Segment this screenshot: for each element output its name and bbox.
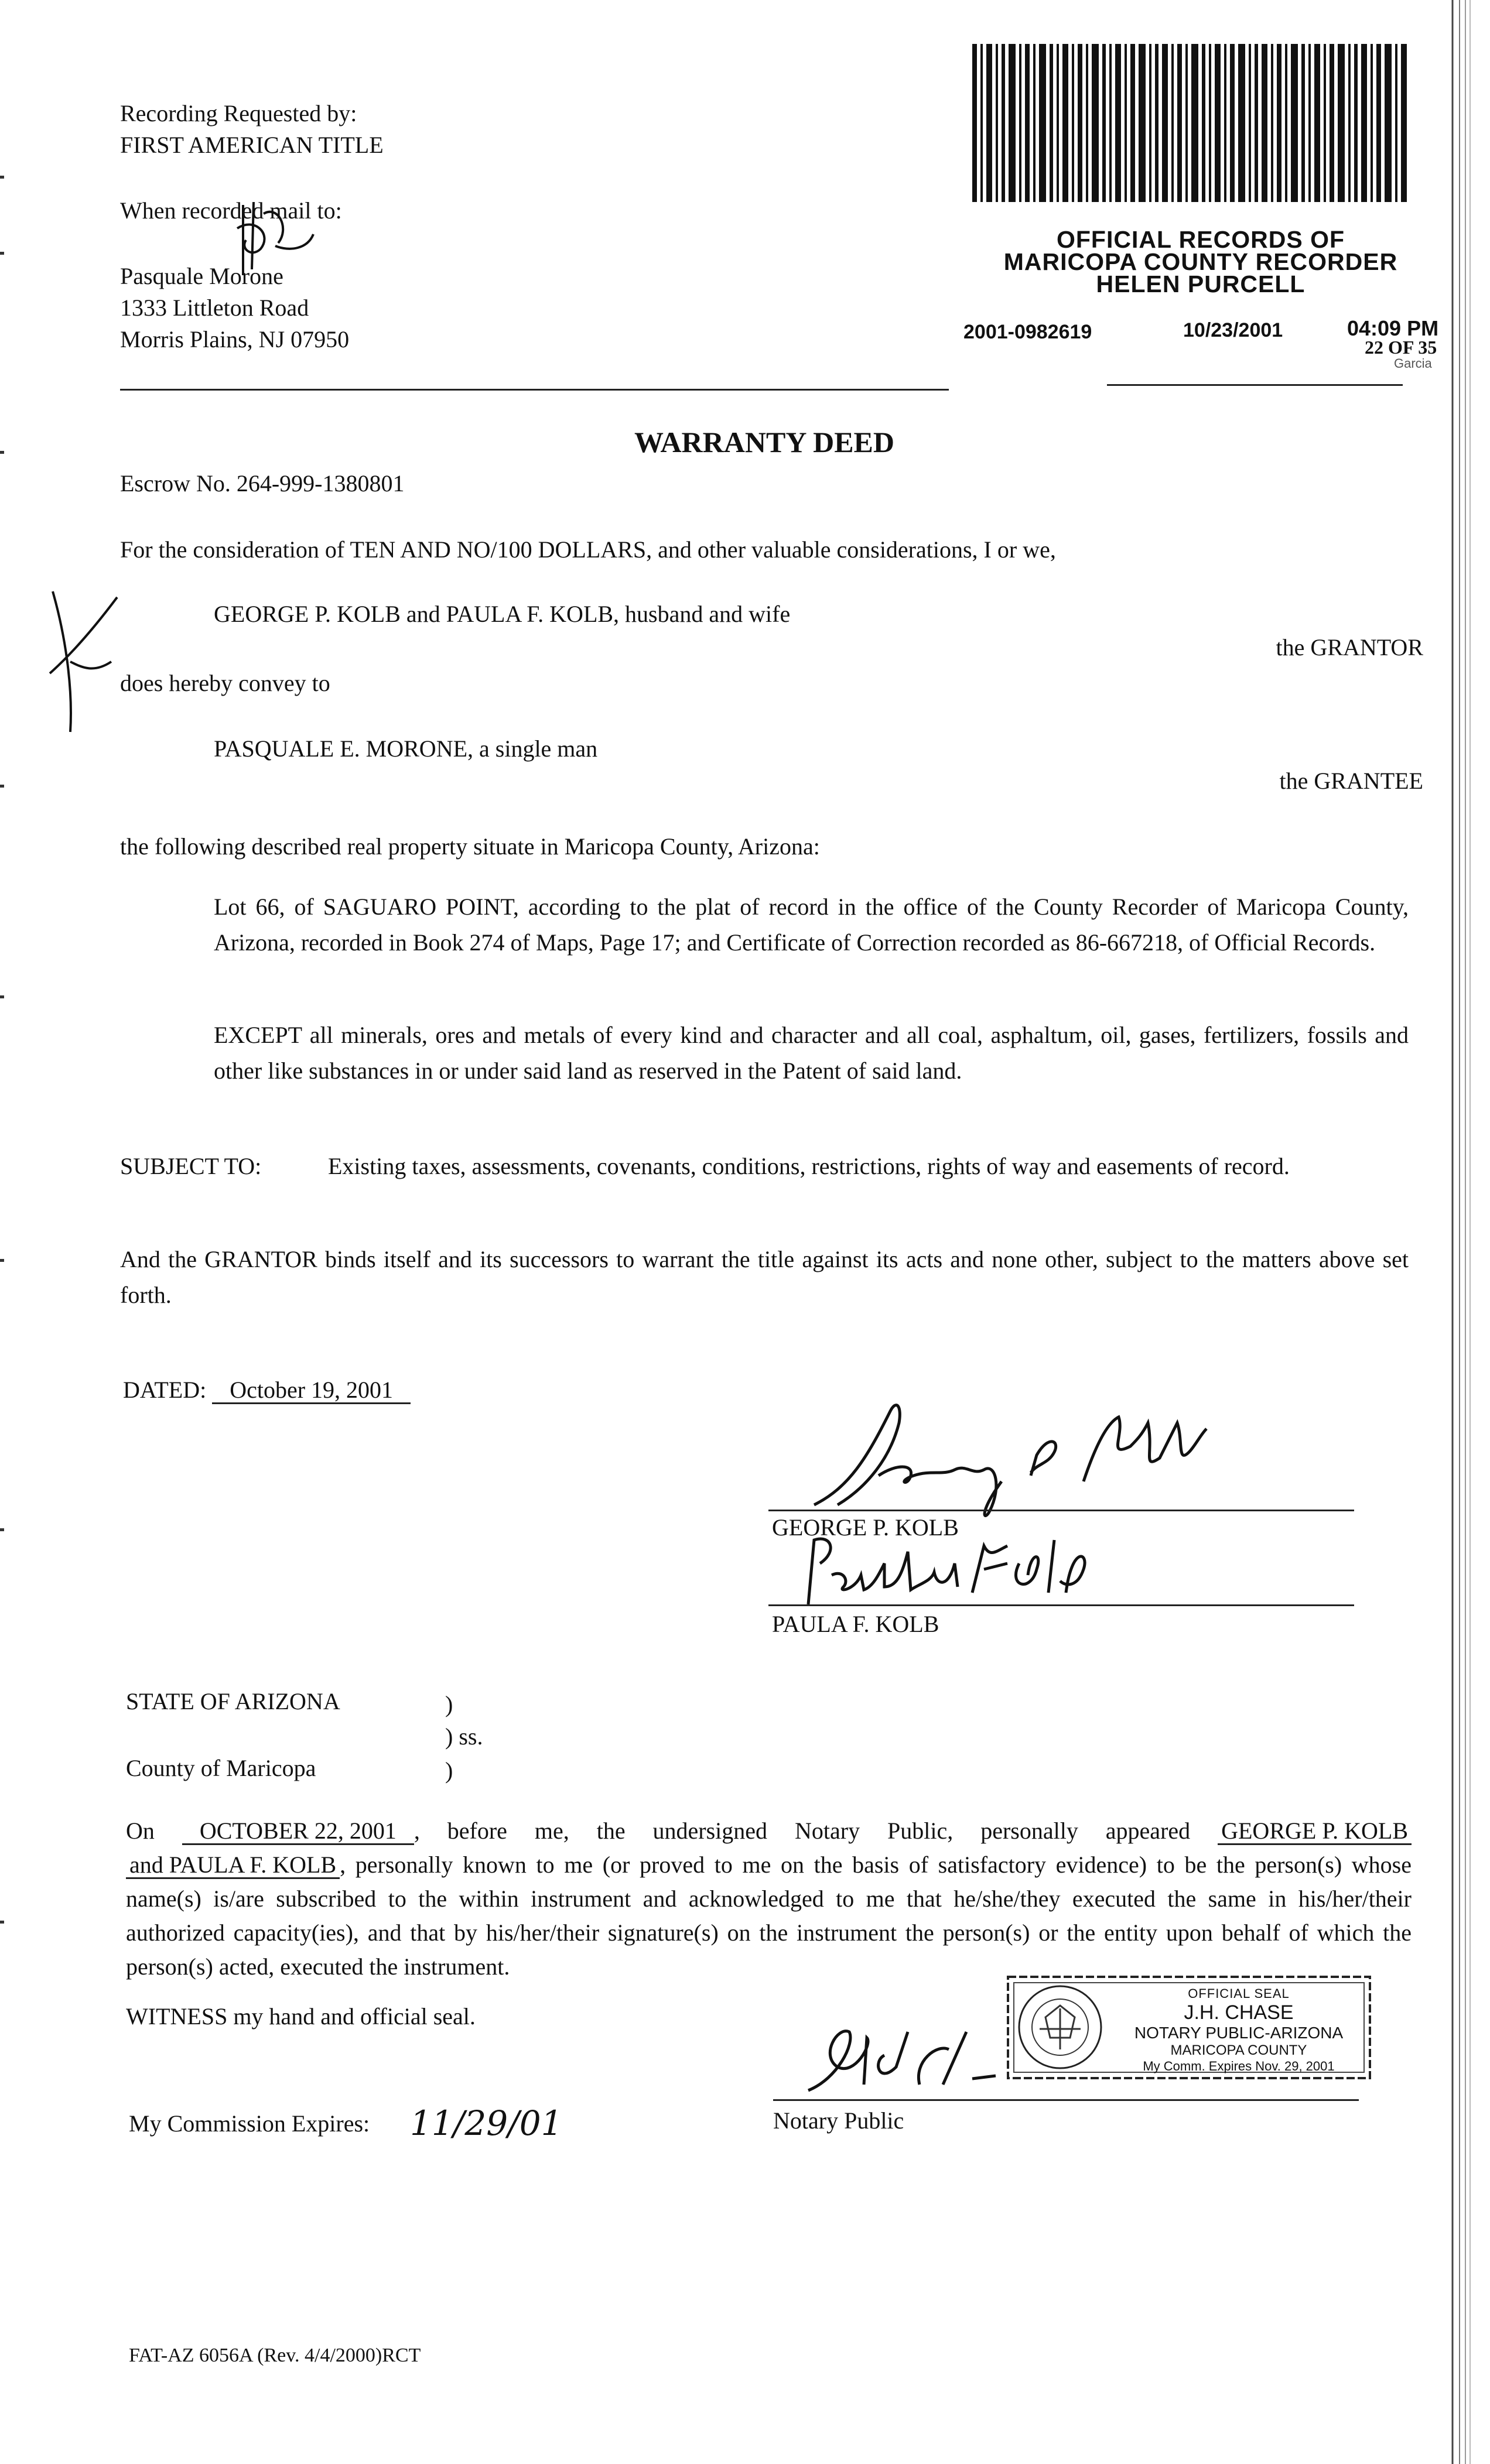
convey-text: does hereby convey to — [120, 670, 330, 696]
margin-mark — [0, 1528, 4, 1531]
seal-county: MARICOPA COUNTY — [1170, 2042, 1307, 2058]
header-rule-left — [120, 389, 949, 391]
signer2-name: PAULA F. KOLB — [772, 1611, 939, 1637]
recorder-line2: MARICOPA COUNTY RECORDER — [1003, 248, 1398, 275]
dated-value: October 19, 2001 — [212, 1378, 411, 1404]
warranty-text: And the GRANTOR binds itself and its successors to warrant the title against its acts and none other, subject to the matters above set forth. — [120, 1246, 1409, 1308]
signer1-name: GEORGE P. KOLB — [772, 1514, 959, 1541]
recorder-clerk: Garcia — [1394, 356, 1432, 371]
mail-to-name: Pasquale Morone — [120, 263, 283, 289]
warranty-clause — [120, 1241, 1409, 1313]
witness-text: WITNESS my hand and official seal. — [126, 2003, 476, 2030]
notary-label: Notary Public — [773, 2107, 904, 2134]
commission-value: 11/29/01 — [410, 2103, 563, 2143]
signature-paula-kolb — [797, 1528, 1101, 1610]
ack-on-label: On — [126, 1818, 155, 1844]
acknowledgment-text — [126, 1814, 1412, 1984]
margin-mark — [0, 1259, 4, 1262]
ack-names-2: and PAULA F. KOLB — [126, 1853, 340, 1879]
ack-text-2: , personally known to me (or proved to me on the basis of satisfactory evidence) to be the person(s) whose name(s) is/are subscribed to the within instrument and acknowledged to me that he/she/they executed the same in his/her/their authorized capacity(ies), and that by his/her/their signature(s) on the instrument the person(s) or the entity upon behalf of which the person(s) acted, executed the instrument. — [126, 1852, 1412, 1980]
header-rule-right — [1107, 384, 1403, 386]
recorder-line1: OFFICIAL RECORDS OF — [1056, 226, 1345, 253]
mail-to-label: When recorded mail to: — [120, 197, 342, 224]
grantee-label: the GRANTEE — [1279, 768, 1423, 794]
legal-description — [214, 889, 1409, 960]
ack-names-1: GEORGE P. KOLB — [1218, 1819, 1412, 1845]
subject-to-label: SUBJECT TO: — [120, 1153, 262, 1179]
recorder-line3: HELEN PURCELL — [1096, 271, 1306, 297]
margin-mark — [0, 252, 4, 255]
margin-x-mark — [47, 586, 123, 738]
mail-to-city: Morris Plains, NJ 07950 — [120, 326, 350, 353]
seal-title: OFFICIAL SEAL — [1188, 1986, 1290, 2001]
recorder-time: 04:09 PM — [1347, 316, 1439, 340]
recorder-doc-number: 2001-0982619 — [963, 321, 1092, 343]
recorder-date: 10/23/2001 — [1183, 319, 1283, 341]
commission-label: My Commission Expires: — [129, 2110, 370, 2137]
margin-mark — [0, 1921, 4, 1924]
seal-expires: My Comm. Expires Nov. 29, 2001 — [1143, 2059, 1335, 2073]
margin-mark — [0, 176, 4, 179]
recorder-barcode — [972, 44, 1412, 211]
escrow-number: Escrow No. 264-999-1380801 — [120, 470, 405, 497]
grantor-names: GEORGE P. KOLB and PAULA F. KOLB, husband and wife — [214, 601, 791, 627]
seal-name: J.H. CHASE — [1184, 2001, 1294, 2024]
notary-seal — [1004, 1973, 1373, 2082]
venue-state: STATE OF ARIZONA — [126, 1688, 340, 1714]
signature-george-kolb — [779, 1388, 1236, 1522]
acknowledgment — [126, 1814, 1412, 1984]
margin-mark — [0, 785, 4, 788]
dated-line — [123, 1376, 411, 1404]
signature-notary — [802, 2020, 1007, 2102]
exception-text: EXCEPT all minerals, ores and metals of every kind and character and all coal, asphaltum, oil, gases, fertilizers, fossils and other like substances in or under said land as reserved in the Patent of said land. — [214, 1022, 1409, 1084]
initials-scribble — [220, 193, 319, 281]
property-intro: the following described real property situate in Maricopa County, Arizona: — [120, 833, 820, 860]
legal-description-text: Lot 66, of SAGUARO POINT, according to the plat of record in the office of the County Recorder of Maricopa County, Arizona, recorded in Book 274 of Maps, Page 17; and Certificate of Correction recorded as 86-667218, of Official Records. — [214, 894, 1409, 956]
subject-to-text: Existing taxes, assessments, covenants, conditions, restrictions, rights of way and easements of record. — [328, 1153, 1290, 1179]
venue-ss: ) ss. — [445, 1723, 483, 1750]
venue-county: County of Maricopa — [126, 1755, 316, 1781]
venue-paren-3: ) — [445, 1757, 453, 1784]
grantee-names: PASQUALE E. MORONE, a single man — [214, 735, 598, 762]
ack-text-1: , before me, the undersigned Notary Public, personally appeared — [413, 1818, 1191, 1844]
deed-title: WARRANTY DEED — [634, 426, 895, 458]
recorder-page-info: 22 OF 35 — [1365, 337, 1437, 358]
recording-requested-by: FIRST AMERICAN TITLE — [120, 132, 384, 158]
ack-date: OCTOBER 22, 2001 — [182, 1819, 414, 1845]
grantor-label: the GRANTOR — [1276, 634, 1423, 661]
signature-line-2 — [768, 1604, 1354, 1606]
venue-paren-1: ) — [445, 1691, 453, 1717]
recording-requested-label: Recording Requested by: — [120, 100, 357, 126]
notary-signature-line — [773, 2099, 1359, 2101]
dated-label: DATED: — [123, 1377, 207, 1403]
margin-mark — [0, 995, 4, 998]
exception-clause — [214, 1017, 1409, 1089]
consideration-text: For the consideration of TEN AND NO/100 DOLLARS, and other valuable considerations, I or we, — [120, 536, 1056, 563]
binding-edge — [1429, 0, 1490, 2464]
signature-line-1 — [768, 1510, 1354, 1511]
subject-to-clause — [328, 1148, 1409, 1184]
form-id: FAT-AZ 6056A (Rev. 4/4/2000)RCT — [129, 2345, 421, 2366]
mail-to-street: 1333 Littleton Road — [120, 295, 309, 321]
seal-role: NOTARY PUBLIC-ARIZONA — [1134, 2024, 1344, 2042]
